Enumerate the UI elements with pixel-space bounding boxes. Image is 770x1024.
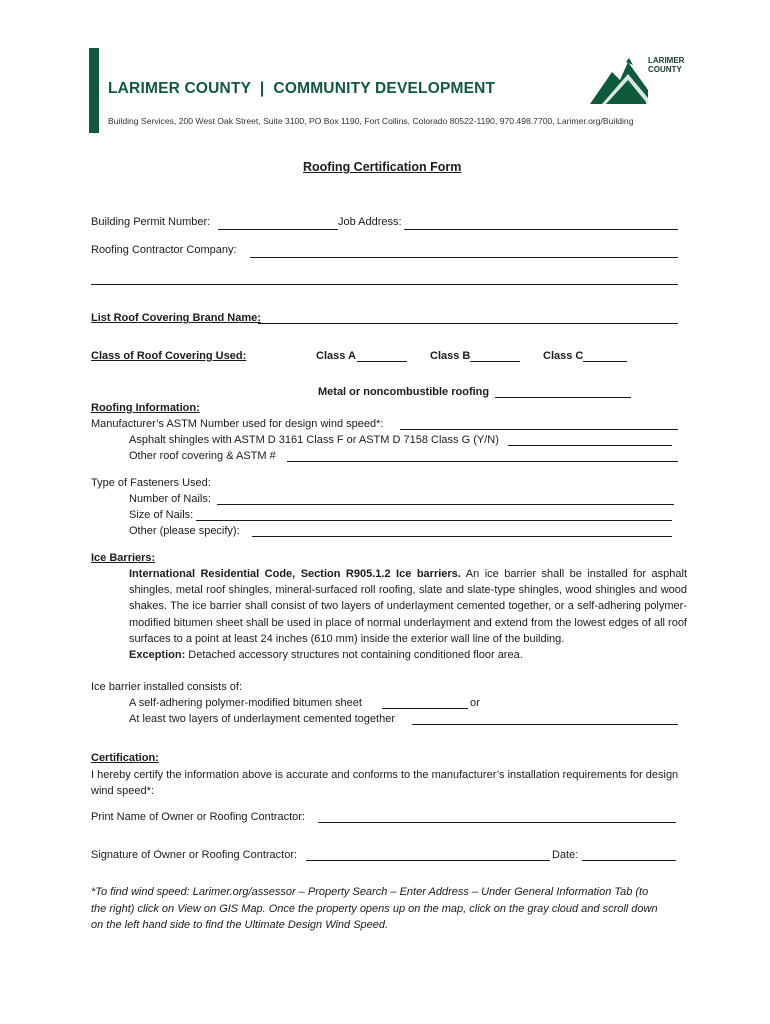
class-c-label: Class C xyxy=(543,350,584,362)
class-a-label: Class A xyxy=(316,350,356,362)
asphalt-field[interactable] xyxy=(508,445,672,446)
other-specify-field[interactable] xyxy=(252,536,672,537)
other-covering-field[interactable] xyxy=(287,461,678,462)
class-a-field[interactable] xyxy=(357,361,407,362)
nails-number-field[interactable] xyxy=(217,504,674,505)
job-address-label: Job Address: xyxy=(338,216,402,228)
contractor-label: Roofing Contractor Company: xyxy=(91,244,237,256)
roofing-info-heading: Roofing Information: xyxy=(91,402,200,414)
nails-number-label: Number of Nails: xyxy=(129,493,211,505)
brand-name-field[interactable] xyxy=(258,323,678,324)
job-address-field[interactable] xyxy=(404,229,678,230)
ice-option1-label: A self-adhering polymer-modified bitumen sheet xyxy=(129,697,362,709)
ice-barriers-heading: Ice Barriers: xyxy=(91,552,156,564)
ice-code-text: An ice barrier shall be installed for asphalt shingles, metal roof shingles, mineral-surfaced roll roofing, slate and slate-type shingles, wood shingles and wood shakes. The ice barrier shall consist of two layers of underlayment cemented together, or a self-adhering polymer-modified bitumen sheet shall be used in place of normal underlayment and extend from the lowest edges of all roof surfaces to a point at least 24 inches (610 mm) inside the exterior wall line of the building. xyxy=(129,568,688,645)
metal-field[interactable] xyxy=(495,397,631,398)
wind-speed-field[interactable] xyxy=(400,429,678,430)
print-name-field[interactable] xyxy=(318,822,676,823)
class-b-label: Class B xyxy=(430,350,471,362)
ice-option2-label: At least two layers of underlayment cemented together xyxy=(129,713,395,725)
contractor-field-line2[interactable] xyxy=(91,284,678,285)
ice-code-bold: International Residential Code, Section R905.1.2 Ice barriers. xyxy=(129,568,461,580)
permit-number-field[interactable] xyxy=(218,229,338,230)
other-specify-label: Other (please specify): xyxy=(129,525,240,537)
nails-size-label: Size of Nails: xyxy=(129,509,194,521)
logo-text-line1: LARIMER xyxy=(648,56,685,65)
signature-field[interactable] xyxy=(306,860,550,861)
header-accent-bar xyxy=(89,48,99,133)
contractor-field[interactable] xyxy=(250,257,678,258)
exception-text: Detached accessory structures not containing conditioned floor area. xyxy=(188,649,523,661)
metal-label: Metal or noncombustible roofing xyxy=(318,386,490,398)
exception-line xyxy=(129,648,523,662)
permit-label: Building Permit Number: xyxy=(91,216,211,228)
wind-speed-footnote: *To find wind speed: Larimer.org/assessor – Property Search – Enter Address – Under General Information Tab (to the right) click on View on GIS Map. Once the property opens up on the map, click on the gray cloud and scroll down on the left hand side to find the Ultimate Design Wind Speed. xyxy=(91,886,658,931)
other-covering-label: Other roof covering & ASTM # xyxy=(129,450,276,462)
ice-option2-field[interactable] xyxy=(412,724,678,725)
nails-size-field[interactable] xyxy=(196,520,672,521)
certification-text: I hereby certify the information above is accurate and conforms to the manufacturer’s installation requirements for design wind speed*: xyxy=(91,769,679,798)
signature-label: Signature of Owner or Roofing Contractor: xyxy=(91,849,298,861)
date-field[interactable] xyxy=(582,860,676,861)
header-title: LARIMER COUNTY | COMMUNITY DEVELOPMENT xyxy=(108,80,496,97)
print-name-label: Print Name of Owner or Roofing Contractor: xyxy=(91,811,305,823)
asphalt-label: Asphalt shingles with ASTM D 3161 Class F or ASTM D 7158 Class G (Y/N) xyxy=(129,434,499,446)
class-c-field[interactable] xyxy=(583,361,627,362)
class-b-field[interactable] xyxy=(470,361,520,362)
form-title: Roofing Certification Form xyxy=(303,160,462,174)
date-label: Date: xyxy=(552,849,579,861)
ice-code-paragraph xyxy=(129,566,687,647)
header-address: Building Services, 200 West Oak Street, Suite 3100, PO Box 1190, Fort Collins, Colorado 80522-1190, 970.498.7700, Larimer.org/Building xyxy=(108,116,634,126)
certification-heading: Certification: xyxy=(91,752,159,764)
ice-installed-label: Ice barrier installed consists of: xyxy=(91,681,243,693)
brand-name-label: List Roof Covering Brand Name: xyxy=(91,312,261,324)
wind-speed-label: Manufacturer’s ASTM Number used for design wind speed*: xyxy=(91,418,384,430)
logo-text-line2: COUNTY xyxy=(648,65,682,74)
county-logo xyxy=(590,54,686,106)
ice-option1-field[interactable] xyxy=(382,708,468,709)
exception-bold: Exception: xyxy=(129,649,186,661)
class-label: Class of Roof Covering Used: xyxy=(91,350,247,362)
ice-or-label: or xyxy=(470,697,480,709)
fasteners-label: Type of Fasteners Used: xyxy=(91,477,211,489)
